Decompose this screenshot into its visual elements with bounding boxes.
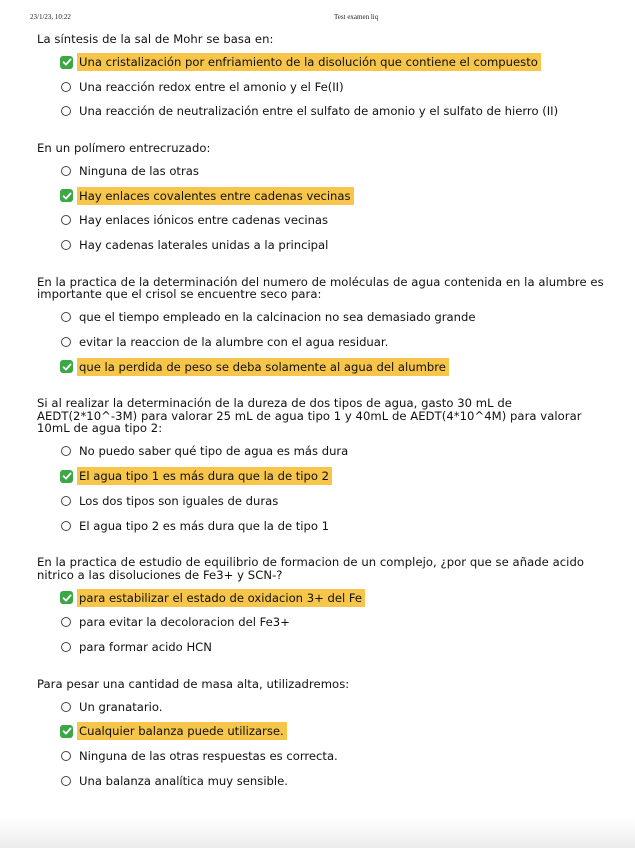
radio-icon[interactable]: [61, 642, 71, 652]
option-label: para formar acido HCN: [79, 640, 212, 655]
option-label: para evitar la decoloracion del Fe3+: [79, 615, 290, 630]
option[interactable]: [61, 161, 607, 182]
option-label: evitar la reaccion de la alumbre con el agua residuar.: [79, 335, 389, 349]
option-label: Un granatario.: [79, 699, 163, 714]
question-block: [37, 276, 607, 378]
question-text: En la practica de la determinación del numero de moléculas de agua contenida en la alumbre es importante que el crisol se encuentre seco para:: [37, 274, 604, 302]
radio-icon[interactable]: [61, 617, 71, 627]
option[interactable]: [61, 76, 607, 97]
radio-icon[interactable]: [61, 337, 71, 347]
radio-icon[interactable]: [61, 496, 71, 506]
option-correct[interactable]: [61, 356, 607, 377]
question-text: La síntesis de la sal de Mohr se basa en:: [37, 32, 274, 46]
options-list: [61, 696, 607, 791]
option-label: Hay enlaces covalentes entre cadenas vecinas: [77, 187, 354, 205]
radio-icon[interactable]: [61, 106, 71, 116]
question-block: [37, 142, 607, 256]
header-title: Test examen liq: [334, 13, 379, 21]
checkmark-icon: [60, 189, 73, 202]
option[interactable]: [61, 637, 607, 658]
option[interactable]: [61, 746, 607, 767]
option-correct[interactable]: [61, 721, 607, 742]
option[interactable]: [61, 210, 607, 231]
radio-icon[interactable]: [61, 312, 71, 322]
option-correct[interactable]: [61, 466, 607, 487]
question-block: [37, 678, 607, 792]
radio-icon[interactable]: [61, 166, 71, 176]
question-block: [37, 556, 607, 658]
option[interactable]: [61, 612, 607, 633]
options-list: [61, 52, 607, 122]
option-label: Ninguna de las otras: [79, 164, 199, 179]
radio-icon[interactable]: [61, 702, 71, 712]
page-bottom-shade: [0, 818, 635, 848]
checkmark-icon: [60, 591, 73, 604]
option-label: No puedo saber qué tipo de agua es más dura: [79, 444, 349, 459]
option-label: Una balanza analítica muy sensible.: [79, 773, 288, 788]
option-label: Los dos tipos son iguales de duras: [79, 493, 279, 508]
option-label: Hay cadenas laterales unidas a la principal: [79, 238, 329, 253]
quiz-content: [37, 33, 607, 811]
option[interactable]: [61, 332, 607, 353]
question-block: [37, 33, 607, 122]
radio-icon[interactable]: [61, 240, 71, 250]
option-correct[interactable]: [61, 52, 607, 73]
question-text: En un polímero entrecruzado:: [37, 140, 211, 155]
option-label: El agua tipo 1 es más dura que la de tipo 2: [77, 467, 332, 485]
options-list: [61, 307, 607, 377]
option[interactable]: [61, 770, 607, 791]
options-list: [61, 587, 607, 657]
question-text: Si al realizar la determinación de la dureza de dos tipos de agua, gasto 30 mL de AEDT(2*10^-3M) para valorar 25 mL de agua tipo 1 y 40mL de AEDT(4*10^4M) para valorar 10mL de agua tipo 2:: [37, 396, 582, 436]
checkmark-icon: [60, 56, 73, 69]
radio-icon[interactable]: [61, 521, 71, 531]
radio-icon[interactable]: [61, 751, 71, 761]
option-label: que el tiempo empleado en la calcinacion no sea demasiado grande: [79, 310, 476, 325]
option[interactable]: [61, 101, 607, 122]
checkmark-icon: [60, 360, 73, 373]
radio-icon[interactable]: [61, 215, 71, 225]
page-header: [0, 13, 635, 25]
header-datetime: 23/1/23, 10:22: [30, 13, 71, 21]
option-label: El agua tipo 2 es más dura que la de tipo 1: [79, 518, 330, 533]
option-label: Ninguna de las otras respuestas es correcta.: [79, 749, 338, 764]
option[interactable]: [61, 490, 607, 511]
option-correct[interactable]: [61, 185, 607, 206]
option[interactable]: [61, 441, 607, 462]
radio-icon[interactable]: [61, 776, 71, 786]
option-label: Una reacción redox entre el amonio y el Fe(II): [79, 79, 344, 94]
option[interactable]: [61, 235, 607, 256]
options-list: [61, 441, 607, 536]
option-correct[interactable]: [61, 587, 607, 608]
radio-icon[interactable]: [61, 82, 71, 92]
option-label: para estabilizar el estado de oxidacion 3+ del Fe: [77, 589, 365, 607]
option[interactable]: [61, 307, 607, 328]
option-label: Una cristalización por enfriamiento de la disolución que contiene el compuesto: [77, 53, 541, 71]
options-list: [61, 161, 607, 256]
option[interactable]: [61, 515, 607, 536]
option-label: Hay enlaces iónicos entre cadenas vecinas: [79, 213, 329, 228]
radio-icon[interactable]: [61, 446, 71, 456]
checkmark-icon: [60, 725, 73, 738]
option-label: Cualquier balanza puede utilizarse.: [77, 722, 287, 740]
option[interactable]: [61, 696, 607, 717]
option-label: Una reacción de neutralización entre el sulfato de amonio y el sulfato de hierro (II): [79, 104, 559, 119]
question-text: Para pesar una cantidad de masa alta, utilizadremos:: [37, 676, 350, 691]
option-label: que la perdida de peso se deba solamente al agua del alumbre: [77, 358, 449, 376]
question-block: [37, 397, 607, 536]
checkmark-icon: [60, 470, 73, 483]
question-text: En la practica de estudio de equilibrio de formacion de un complejo, ¿por que se añade acido nitrico a las disoluciones de Fe3+ y SCN-?: [37, 555, 584, 582]
